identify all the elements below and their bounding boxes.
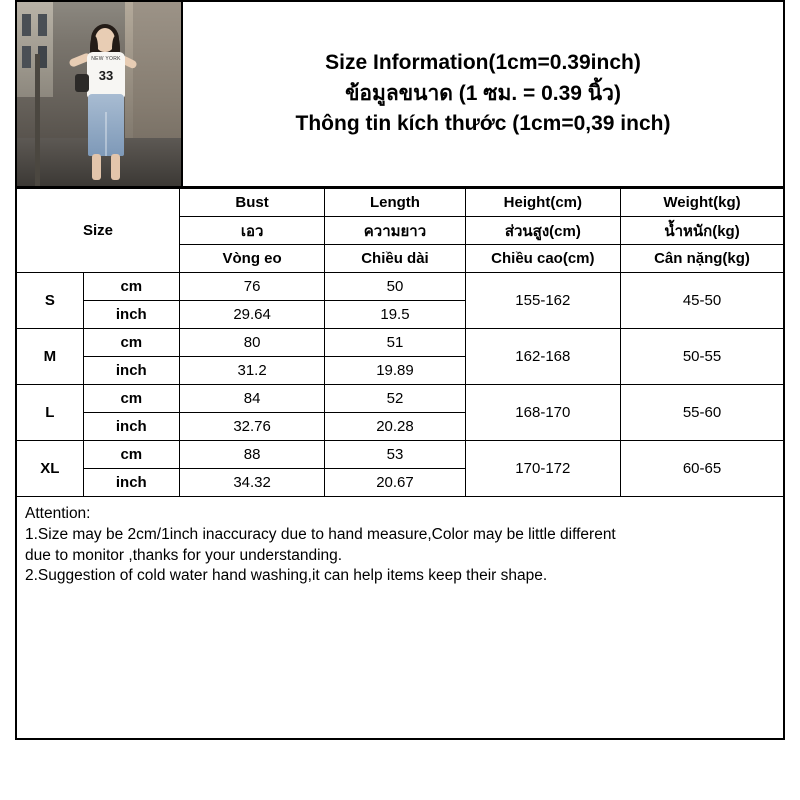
model-legs: [91, 154, 121, 184]
unit-inch-l: inch: [83, 413, 179, 441]
model-jeans: [88, 94, 124, 156]
model-tshirt-text: NEW YORK: [91, 56, 121, 62]
col-weight-th: น้ำหนัก(kg): [621, 217, 783, 245]
height-xl: 170-172: [465, 441, 620, 497]
col-bust-vi: Vòng eo: [179, 245, 324, 273]
height-l: 168-170: [465, 385, 620, 441]
attention-line-1: 1.Size may be 2cm/1inch inaccuracy due to hand measure,Color may be little different: [25, 525, 616, 543]
attention-line-2: due to monitor ,thanks for your understanding.: [25, 546, 343, 564]
col-length-vi: Chiều dài: [325, 245, 465, 273]
unit-cm-xl: cm: [83, 441, 179, 469]
weight-m: 50-55: [621, 329, 783, 385]
weight-s: 45-50: [621, 273, 783, 329]
length-cm-m: 51: [325, 329, 465, 357]
table-header-row-en: [17, 189, 783, 217]
table-row: [17, 441, 783, 469]
row-size-m: M: [17, 329, 83, 385]
model-bag: [75, 74, 89, 92]
bust-inch-l: 32.76: [179, 413, 324, 441]
col-height-en: Height(cm): [465, 189, 620, 217]
col-height-vi: Chiều cao(cm): [465, 245, 620, 273]
title-line-th: ข้อมูลขนาด (1 ซม. = 0.39 นิ้ว): [345, 81, 621, 105]
col-length-th: ความยาว: [325, 217, 465, 245]
length-cm-xl: 53: [325, 441, 465, 469]
model-photo: [17, 2, 183, 186]
table-row: [17, 273, 783, 301]
unit-cm-s: cm: [83, 273, 179, 301]
attention-heading: Attention:: [25, 505, 91, 522]
col-length-en: Length: [325, 189, 465, 217]
bust-cm-xl: 88: [179, 441, 324, 469]
length-inch-s: 19.5: [325, 301, 465, 329]
height-m: 162-168: [465, 329, 620, 385]
bust-inch-s: 29.64: [179, 301, 324, 329]
col-weight-en: Weight(kg): [621, 189, 783, 217]
col-bust-th: เอว: [179, 217, 324, 245]
bust-cm-m: 80: [179, 329, 324, 357]
photo-pole: [35, 54, 40, 186]
size-header-cell: Size: [17, 189, 179, 273]
unit-inch-xl: inch: [83, 469, 179, 497]
photo-model-figure: [69, 28, 141, 186]
row-size-s: S: [17, 273, 83, 329]
length-cm-l: 52: [325, 385, 465, 413]
unit-cm-l: cm: [83, 385, 179, 413]
table-row: [17, 385, 783, 413]
length-inch-m: 19.89: [325, 357, 465, 385]
header: [17, 2, 783, 188]
unit-inch-m: inch: [83, 357, 179, 385]
title-block: [183, 2, 783, 186]
height-s: 155-162: [465, 273, 620, 329]
unit-cm-m: cm: [83, 329, 179, 357]
model-tshirt-number: 33: [98, 68, 114, 83]
attention-line-3: 2.Suggestion of cold water hand washing,it can help items keep their shape.: [25, 567, 548, 585]
size-table: [17, 188, 783, 497]
length-cm-s: 50: [325, 273, 465, 301]
bust-cm-s: 76: [179, 273, 324, 301]
attention-block: [17, 497, 783, 593]
title-line-en: Size Information(1cm=0.39inch): [325, 51, 641, 75]
row-size-xl: XL: [17, 441, 83, 497]
length-inch-l: 20.28: [325, 413, 465, 441]
table-row: [17, 329, 783, 357]
size-chart-sheet: [15, 0, 785, 740]
bust-inch-m: 31.2: [179, 357, 324, 385]
weight-xl: 60-65: [621, 441, 783, 497]
col-bust-en: Bust: [179, 189, 324, 217]
weight-l: 55-60: [621, 385, 783, 441]
bust-inch-xl: 34.32: [179, 469, 324, 497]
col-weight-vi: Cân nặng(kg): [621, 245, 783, 273]
col-height-th: ส่วนสูง(cm): [465, 217, 620, 245]
title-line-vi: Thông tin kích thước (1cm=0,39 inch): [295, 112, 671, 136]
unit-inch-s: inch: [83, 301, 179, 329]
bust-cm-l: 84: [179, 385, 324, 413]
row-size-l: L: [17, 385, 83, 441]
length-inch-xl: 20.67: [325, 469, 465, 497]
